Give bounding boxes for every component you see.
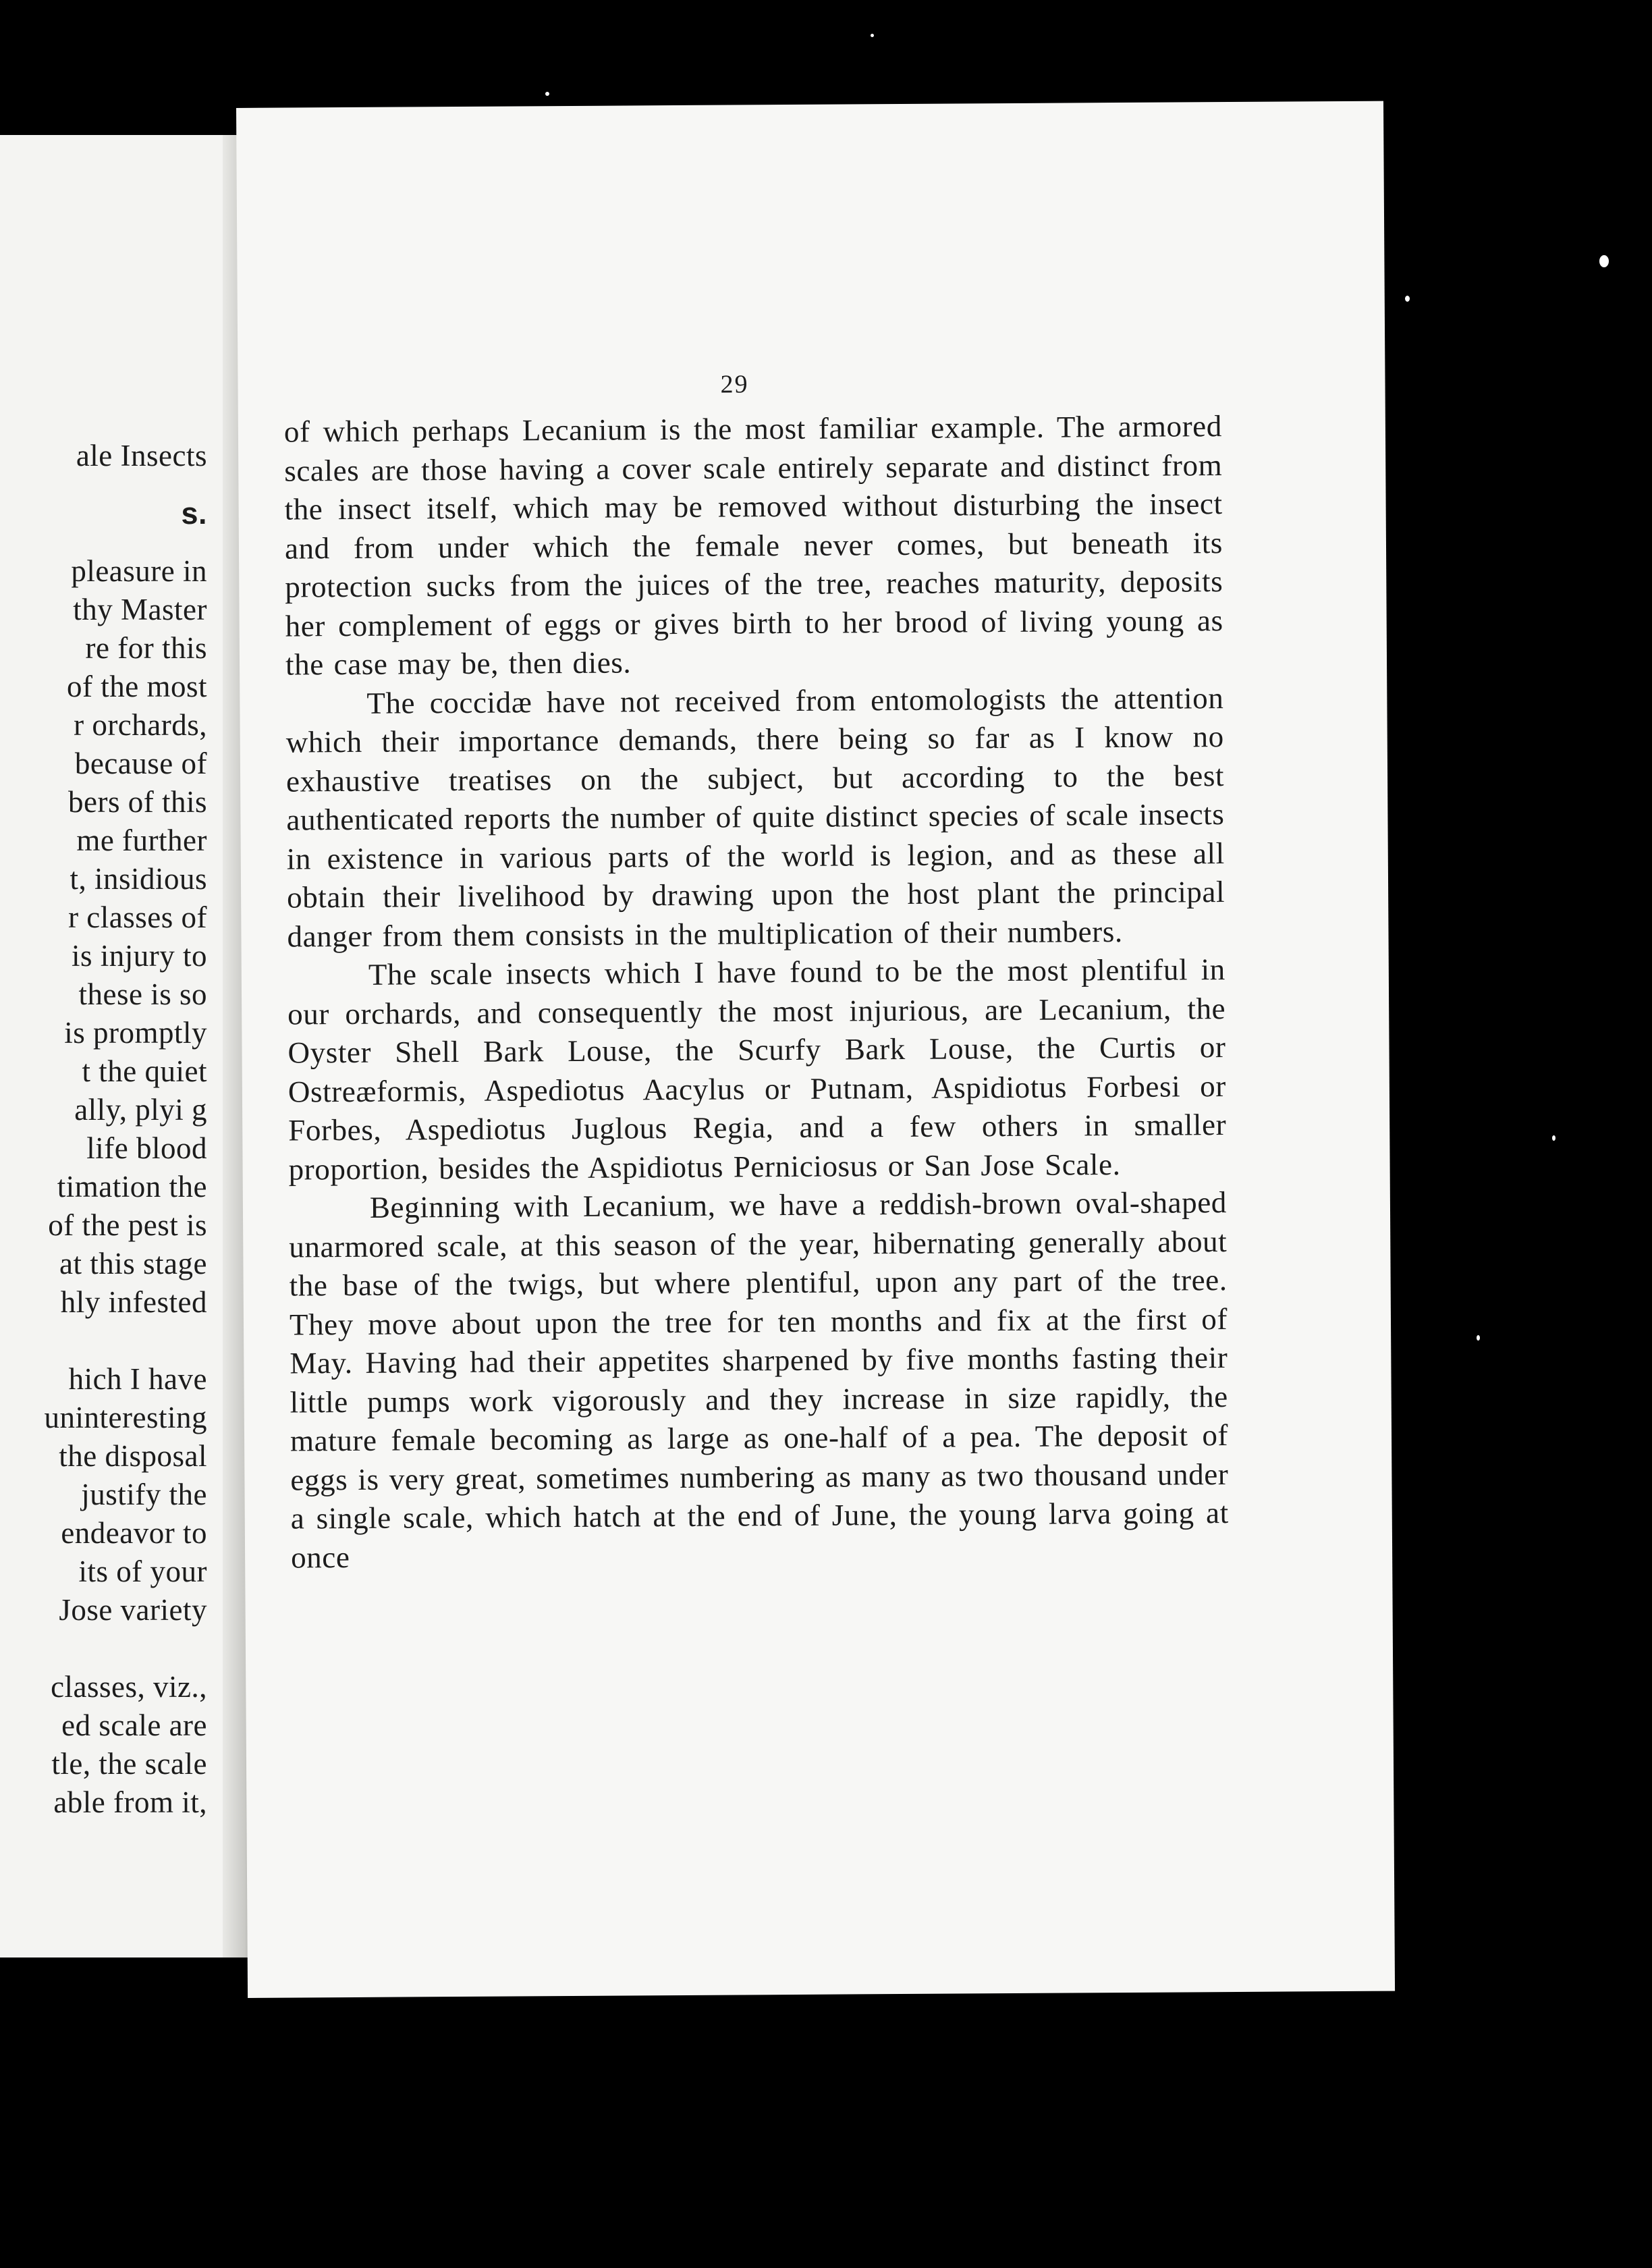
left-page-line: t the quiet xyxy=(82,1054,207,1088)
paragraph-2: The coccidæ have not received from entomologists the attention which their importance demands, there being so far as I know no exhaustive treatises on the subject, but according to the best authenticated reports the number of quite distinct species of scale insects in existence in various parts of the world is legion, and as these all obtain their livelihood by drawing upon the host plant the principal danger from them consists in the multiplication of their numbers. xyxy=(285,680,1226,954)
left-page-line: ed scale are xyxy=(61,1708,207,1742)
left-page-line: Jose variety xyxy=(59,1593,207,1627)
dust-speck xyxy=(1552,1135,1555,1141)
left-page-line: timation the xyxy=(57,1170,207,1204)
left-page-line: of the most xyxy=(67,670,207,703)
left-page-line xyxy=(45,1322,207,1360)
paragraph-3: The scale insects which I have found to be the most plentiful in our orchards, and consequently the most injurious, are Lecanium, the Oyster Shell Bark Louse, the Scurfy Bark Louse, the Curtis or Ostreæformis, Aspediotus Aacylus or Putnam, Aspidiotus Forbesi or Forbes, Aspediotus Juglous Regia, and a few others in smaller proportion, besides the Aspidiotus Perniciosus or San Jose Scale. xyxy=(287,952,1227,1187)
left-page-line: classes, viz., xyxy=(51,1670,207,1704)
left-page-line: endeavor to xyxy=(61,1516,207,1550)
dust-speck xyxy=(1599,255,1609,267)
left-page-line: the disposal xyxy=(59,1439,207,1473)
page-number: 29 xyxy=(720,370,749,399)
left-page-line: ale Insects xyxy=(76,439,207,473)
left-page-line: hly infested xyxy=(60,1285,207,1319)
dust-speck xyxy=(1405,296,1410,302)
dust-speck xyxy=(1477,1335,1480,1341)
left-page-line xyxy=(45,1629,207,1668)
left-page-line: hich I have xyxy=(68,1362,207,1396)
dust-speck xyxy=(871,34,874,37)
left-page-line: t, insidious xyxy=(70,862,207,896)
left-page-text xyxy=(45,437,207,1822)
dust-speck xyxy=(545,92,549,96)
left-page-line: life blood xyxy=(86,1131,207,1165)
left-page-line: these is so xyxy=(78,977,207,1011)
left-page-line: is promptly xyxy=(64,1016,207,1050)
left-page-line: r classes of xyxy=(68,900,207,934)
left-page-line: because of xyxy=(74,747,207,780)
paragraph-1: of which perhaps Lecanium is the most familiar example. The armored scales are those having a cover scale entirely separate and distinct from the insect itself, which may be removed without disturbing the insect and from under which the female never comes, but beneath its protection sucks from the juices of the tree, reaches maturity, deposits her complement of eggs or gives birth to her brood of living young as the case may be, then dies. xyxy=(283,409,1223,682)
left-page-line: me further xyxy=(76,824,207,857)
right-page xyxy=(236,101,1395,1998)
left-page-line: uninteresting xyxy=(44,1401,207,1434)
left-page-line: tle, the scale xyxy=(51,1747,207,1781)
left-page-line: thy Master xyxy=(73,593,207,626)
left-page-heading: s. xyxy=(181,496,207,531)
paragraph-4: Beginning with Lecanium, we have a reddish-brown oval-shaped unarmored scale, at this season of the year, hibernating generally about the base of the twigs, but where plentiful, upon any part of the tree. They move about upon the tree for ten months and fix at the first of May. Having had their appetites sharpened by five months fasting their little pumps work vigorously and they increase in size rapidly, the mature female becoming as large as one-half of a pea. The deposit of eggs is very great, sometimes numbering as many as two thousand under a single scale, which hatch at the end of June, the young larva going at once xyxy=(289,1185,1229,1575)
left-page-line: r orchards, xyxy=(74,708,207,742)
left-page-line: ally, plyi g xyxy=(74,1093,207,1127)
left-page-line: pleasure in xyxy=(71,554,207,588)
left-page-line: its of your xyxy=(78,1555,207,1588)
left-page-line: at this stage xyxy=(59,1247,207,1280)
left-page-line: of the pest is xyxy=(48,1208,207,1242)
left-page-line: justify the xyxy=(81,1478,207,1511)
left-page-line: re for this xyxy=(85,631,207,665)
left-page-line: is injury to xyxy=(71,939,207,973)
left-page-line: bers of this xyxy=(68,785,207,819)
left-page-line: able from it, xyxy=(53,1785,207,1819)
left-page xyxy=(0,135,233,1958)
body-text xyxy=(284,407,1230,1577)
